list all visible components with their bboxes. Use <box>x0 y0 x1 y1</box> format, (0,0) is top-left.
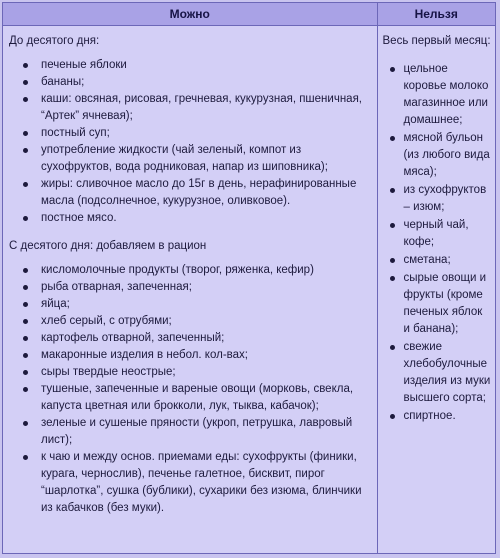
list-item: употребление жидкости (чай зеленый, компот из сухофруктов, вода родниковая, напар из шиповника); <box>41 142 371 176</box>
diet-table <box>3 3 495 553</box>
list-item: сырые овощи и фрукты (кроме печеных яблок и банана); <box>404 270 492 338</box>
list-item: постный суп; <box>41 125 371 142</box>
diet-table-frame <box>2 2 496 554</box>
forbidden-list <box>378 61 496 425</box>
list-item: сыры твердые неострые; <box>41 364 371 381</box>
list-item: рыба отварная, запеченная; <box>41 279 371 296</box>
allowed-section1-list <box>3 57 377 227</box>
list-item: яйца; <box>41 296 371 313</box>
list-item: из сухофруктов – изюм; <box>404 182 492 216</box>
list-item: каши: овсяная, рисовая, гречневая, кукурузная, пшеничная, “Артек” ячневая); <box>41 91 371 125</box>
header-allowed: Можно <box>3 3 377 26</box>
list-item: хлеб серый, с отрубями; <box>41 313 371 330</box>
list-item: картофель отварной, запеченный; <box>41 330 371 347</box>
allowed-cell <box>3 26 377 554</box>
list-item: цельное коровье молоко магазинное или домашнее; <box>404 61 492 129</box>
list-item: к чаю и между основ. приемами еды: сухофрукты (финики, курага, чернослив), печенье галетное, бисквит, пирог “шарлотка”, сушка (бублики), сухарики без изюма, блинчики из кабачков (без муки). <box>41 449 371 517</box>
table-body-row <box>3 26 495 554</box>
header-forbidden: Нельзя <box>377 3 495 26</box>
forbidden-section-title: Весь первый месяц: <box>382 35 491 47</box>
list-item: жиры: сливочное масло до 15г в день, нерафинированные масла (подсолнечное, кукурузное, оливковое). <box>41 176 371 210</box>
list-item: черный чай, кофе; <box>404 217 492 251</box>
forbidden-cell <box>377 26 495 554</box>
list-item: кисломолочные продукты (творог, ряженка, кефир) <box>41 262 371 279</box>
allowed-section1-title: До десятого дня: <box>9 35 100 47</box>
allowed-section2-title: С десятого дня: добавляем в рацион <box>9 240 207 252</box>
list-item: постное мясо. <box>41 210 371 227</box>
list-item: макаронные изделия в небол. кол-вах; <box>41 347 371 364</box>
list-item: зеленые и сушеные пряности (укроп, петрушка, лавровый лист); <box>41 415 371 449</box>
allowed-section2-list <box>3 262 377 517</box>
table-header-row <box>3 3 495 26</box>
list-item: печеные яблоки <box>41 57 371 74</box>
list-item: бананы; <box>41 74 371 91</box>
list-item: спиртное. <box>404 408 492 425</box>
list-item: тушеные, запеченные и вареные овощи (морковь, свекла, капуста цветная или брокколи, лук, тыква, кабачок); <box>41 381 371 415</box>
list-item: мясной бульон (из любого вида мяса); <box>404 130 492 181</box>
list-item: свежие хлебобулочные изделия из муки высшего сорта; <box>404 339 492 407</box>
list-item: сметана; <box>404 252 492 269</box>
